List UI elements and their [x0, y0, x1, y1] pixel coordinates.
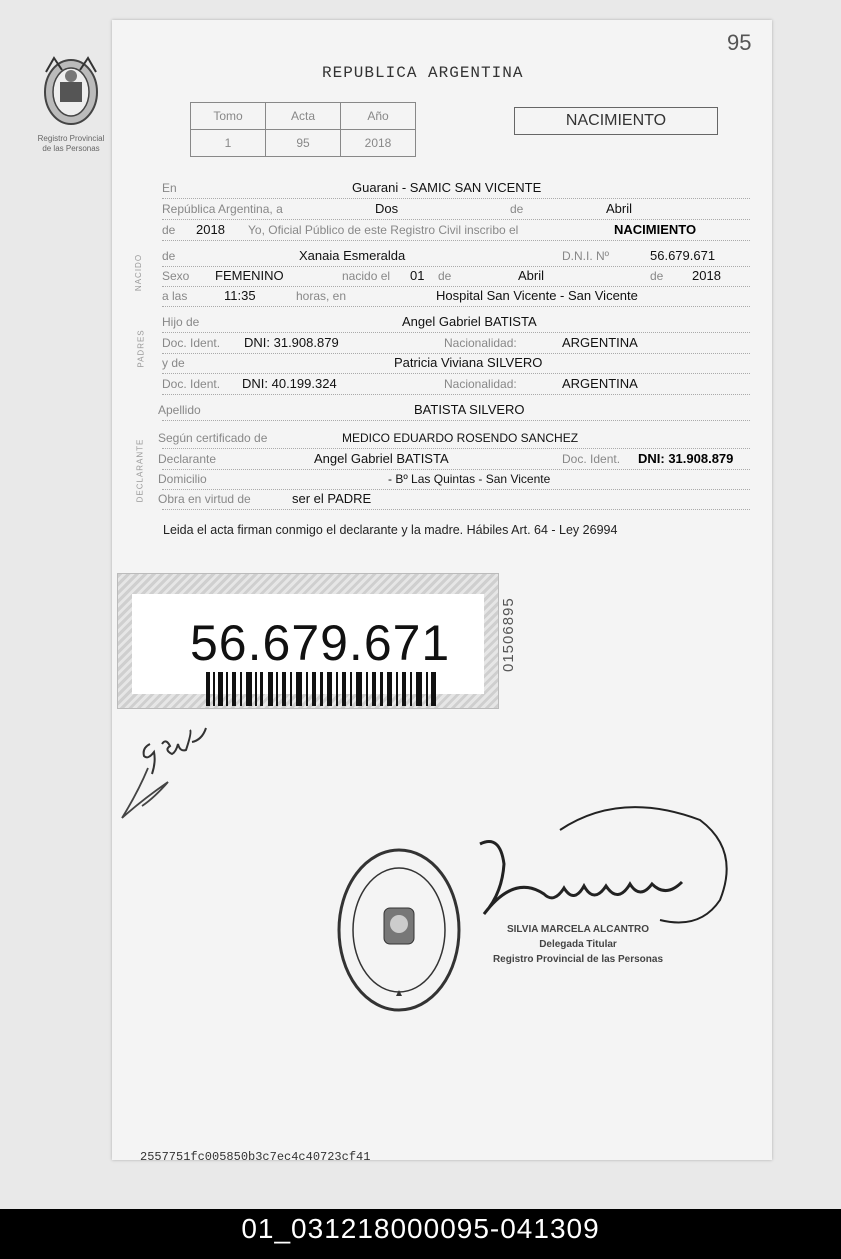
- a-las-label: a las: [162, 289, 188, 303]
- header-acta: Acta: [266, 103, 341, 130]
- row-madre-doc: [162, 376, 750, 395]
- page-number: 95: [727, 30, 752, 55]
- padre-doc-label: Doc. Ident.: [162, 336, 221, 350]
- anio-value: 2018: [196, 222, 225, 237]
- row-nombre: [162, 248, 750, 267]
- de4-label: de: [438, 269, 452, 283]
- row-certificado: [158, 430, 750, 449]
- barcode-number: 56.679.671: [190, 615, 451, 671]
- de1-label: de: [510, 202, 524, 216]
- officer-office: Registro Provincial de las Personas: [492, 954, 664, 965]
- declarante-doc-label: Doc. Ident.: [562, 452, 621, 466]
- madre-nac-value: ARGENTINA: [562, 376, 638, 391]
- sexo-value: FEMENINO: [215, 268, 284, 283]
- dni-label: D.N.I. Nº: [562, 249, 610, 263]
- padre-value: Angel Gabriel BATISTA: [402, 314, 537, 329]
- de5-label: de: [650, 269, 664, 283]
- registry-seal-icon: [334, 846, 464, 1014]
- officer-signature-caption: [478, 922, 678, 967]
- padre-nac-value: ARGENTINA: [562, 335, 638, 350]
- en-label: En: [162, 181, 177, 195]
- declarant-signature-icon: [118, 722, 228, 822]
- padre-doc-value: DNI: 31.908.879: [244, 335, 339, 350]
- document-hash: 2557751fc005850b3c7ec4c40723cf41: [140, 1150, 371, 1164]
- y-de-label: y de: [162, 356, 185, 370]
- act-type-box: NACIMIENTO: [514, 107, 718, 135]
- apellido-value: BATISTA SILVERO: [414, 402, 525, 417]
- madre-value: Patricia Viviana SILVERO: [394, 355, 543, 370]
- header-tomo: Tomo: [191, 103, 266, 130]
- row-madre: [162, 355, 750, 374]
- nac-mes-value: Abril: [518, 268, 545, 283]
- apellido-label: Apellido: [158, 403, 201, 417]
- de3-label: de: [162, 249, 176, 263]
- emblem-caption: [20, 134, 122, 154]
- obra-label: Obra en virtud de: [158, 492, 251, 506]
- row-republica: [162, 201, 750, 220]
- side-label-declarante: DECLARANTE: [135, 438, 145, 503]
- nac-dia-value: 01: [410, 268, 425, 283]
- emblem-caption-line2: de las Personas: [42, 144, 100, 153]
- republica-label: República Argentina, a: [162, 202, 283, 216]
- row-padre: [162, 314, 750, 333]
- row-oficial: [162, 222, 750, 241]
- value-acta: 95: [266, 130, 341, 157]
- officer-signature-icon: [470, 800, 740, 940]
- barcode-label-area: [132, 594, 484, 694]
- declarante-label: Declarante: [158, 452, 217, 466]
- certificado-value: MEDICO EDUARDO ROSENDO SANCHEZ: [342, 431, 579, 445]
- side-label-nacido: NACIDO: [134, 253, 144, 292]
- de2-label: de: [162, 223, 176, 237]
- lugar-value: Hospital San Vicente - San Vicente: [436, 288, 638, 303]
- madre-nac-label: Nacionalidad:: [444, 377, 517, 391]
- emblem-caption-line1: Registro Provincial: [37, 134, 105, 143]
- obra-value: ser el PADRE: [292, 491, 372, 506]
- provincial-emblem-icon: [38, 52, 104, 130]
- header-anio: Año: [341, 103, 416, 130]
- declarante-doc-value: DNI: 31.908.879: [638, 451, 734, 466]
- madre-doc-label: Doc. Ident.: [162, 377, 221, 391]
- value-tomo: 1: [191, 130, 266, 157]
- closing-statement: Leida el acta firman conmigo el declarante y la madre. Hábiles Art. 64 - Ley 26994: [163, 523, 618, 537]
- dia-value: Dos: [375, 201, 399, 216]
- officer-role: Delegada Titular: [539, 939, 617, 950]
- nacido-label: nacido el: [342, 269, 391, 283]
- domicilio-label: Domicilio: [158, 472, 207, 486]
- row-apellido: [158, 402, 750, 421]
- row-hora: [162, 288, 750, 307]
- mes-value: Abril: [606, 201, 633, 216]
- footer-file-id: 01_031218000095-041309: [241, 1213, 600, 1244]
- row-padre-doc: [162, 335, 750, 354]
- value-anio: 2018: [341, 130, 416, 157]
- row-domicilio: [158, 471, 750, 490]
- horas-en-label: horas, en: [296, 289, 347, 303]
- oficial-text: Yo, Oficial Público de este Registro Civil inscribo el: [248, 223, 519, 237]
- inscribo-value: NACIMIENTO: [614, 222, 697, 237]
- row-obra: [158, 491, 750, 510]
- nombre-value: Xanaia Esmeralda: [299, 248, 406, 263]
- nac-anio-value: 2018: [692, 268, 721, 283]
- officer-name: SILVIA MARCELA ALCANTRO: [506, 924, 650, 935]
- barcode-icon: [206, 672, 436, 706]
- certificado-label: Según certificado de: [158, 431, 268, 445]
- serial-number: 01506895: [500, 597, 517, 672]
- declarante-value: Angel Gabriel BATISTA: [314, 451, 449, 466]
- hora-value: 11:35: [224, 288, 256, 303]
- en-value: Guarani - SAMIC SAN VICENTE: [352, 180, 542, 195]
- row-sexo: [162, 268, 750, 287]
- hijo-label: Hijo de: [162, 315, 200, 329]
- side-label-padres: PADRES: [136, 329, 146, 368]
- document-title: REPUBLICA ARGENTINA: [322, 64, 524, 82]
- sexo-label: Sexo: [162, 269, 190, 283]
- madre-doc-value: DNI: 40.199.324: [242, 376, 337, 391]
- book-reference-table: [190, 102, 416, 157]
- row-declarante: [158, 451, 750, 470]
- row-en: [162, 180, 750, 199]
- domicilio-value: - Bº Las Quintas - San Vicente: [388, 472, 551, 486]
- dni-barcode-card: [117, 573, 499, 709]
- padre-nac-label: Nacionalidad:: [444, 336, 517, 350]
- dni-value: 56.679.671: [650, 248, 716, 263]
